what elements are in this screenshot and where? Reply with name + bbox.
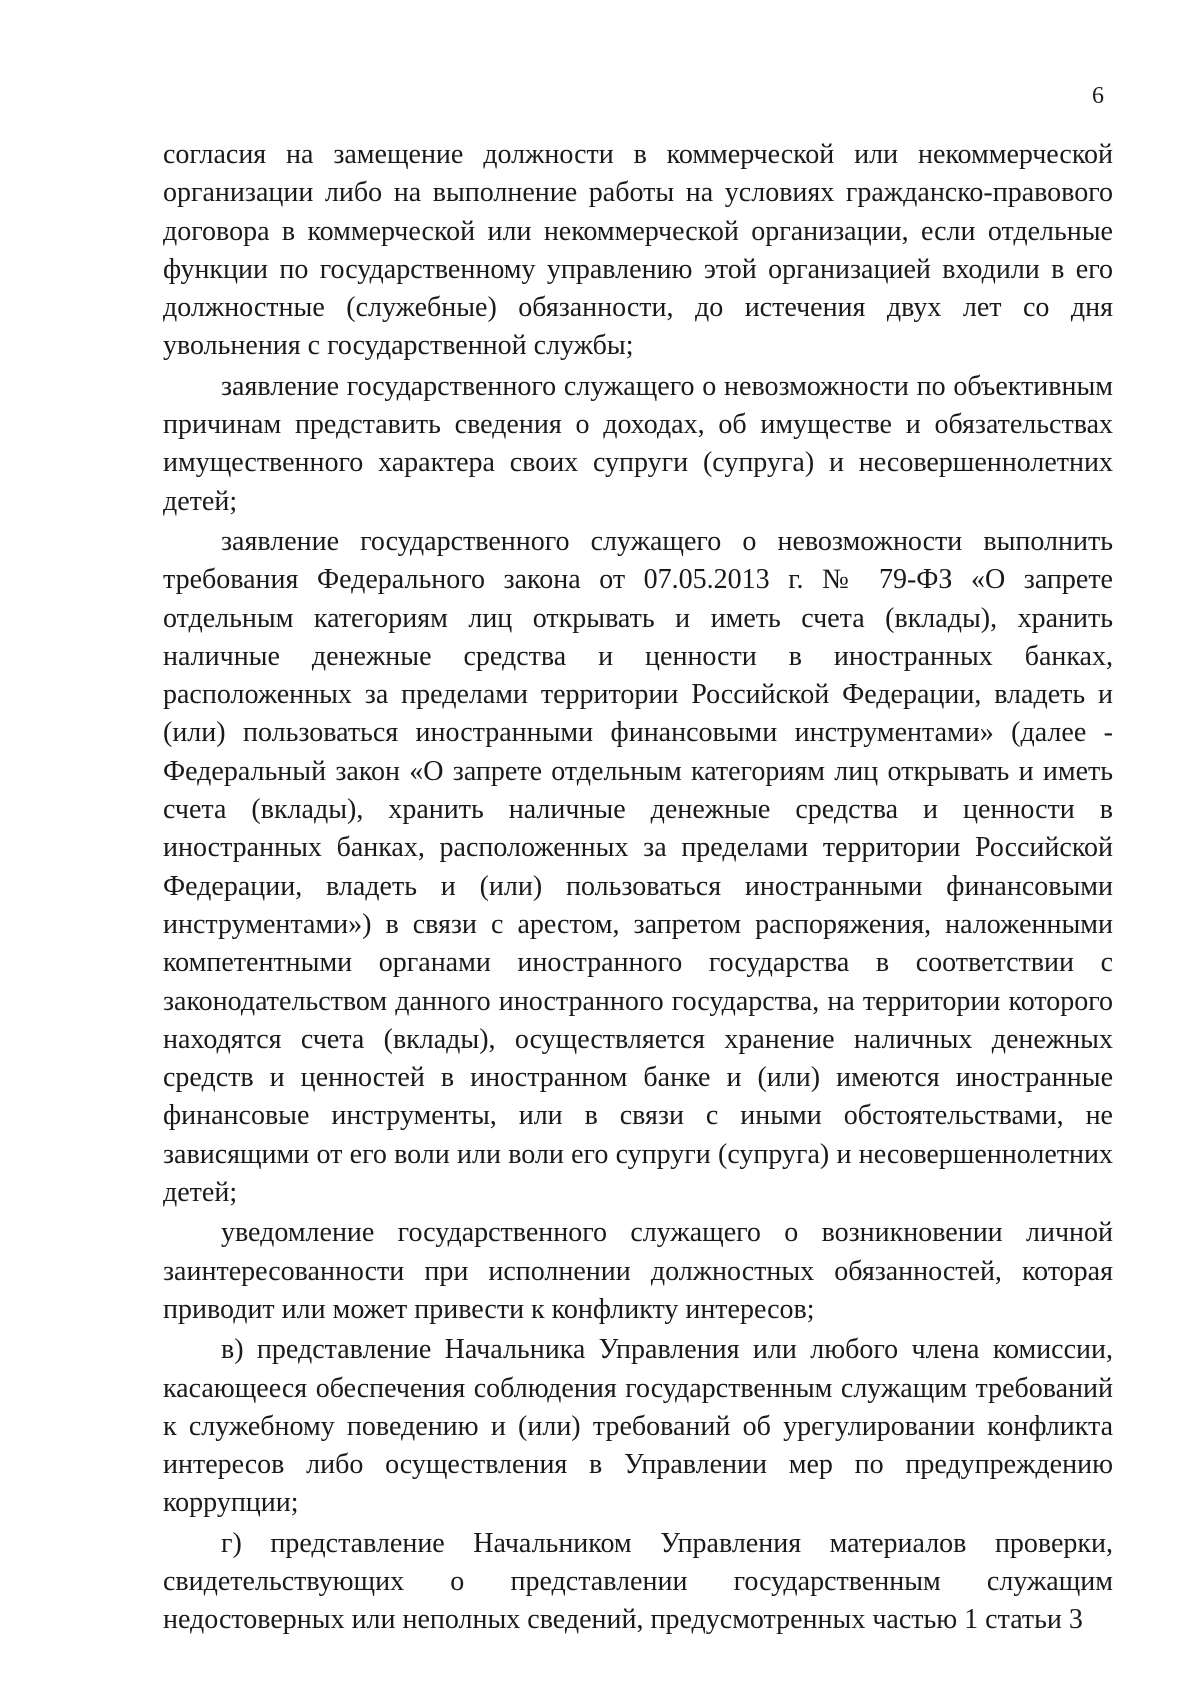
paragraph-statement-income: заявление государственного служащего о невозможности по объективным причинам представить сведения о доходах, об имуществе и обязательствах имущественного характера своих супруги (супруга) и несовершеннолетних детей; — [163, 370, 1113, 517]
page-number: 6 — [1092, 83, 1104, 109]
paragraph-continuation: согласия на замещение должности в коммерческой или некоммерческой организации либо на выполнение работы на условиях гражданско-правового договора в коммерческой или некоммерческой организации, если отдельные функции по государственному управлению этой организацией входили в его должностные (служебные) обязанности, до истечения двух лет со дня увольнения с государственной службы; — [163, 139, 1113, 362]
paragraph-statement-foreign-accounts: заявление государственного служащего о невозможности выполнить требования Федерального закона от 07.05.2013 г. № 79-ФЗ «О запрете отдельным категориям лиц открывать и иметь счета (вклады), хранить наличные денежные средства и ценности в иностранных банках, расположенных за пределами территории Российской Федерации, владеть и (или) пользоваться иностранными финансовыми инструментами» (далее - Федеральный закон «О запрете отдельным категориям лиц открывать и иметь счета (вклады), хранить наличные денежные средства и ценности в иностранных банках, расположенных за пределами территории Российской Федерации, владеть и (или) пользоваться иностранными финансовыми инструментами») в связи с арестом, запретом распоряжения, наложенными компетентными органами иностранного государства в соответствии с законодательством данного иностранного государства, на территории которого находятся счета (вклады), осуществляется хранение наличных денежных средств и ценностей в иностранном банке и (или) имеются иностранные финансовые инструменты, или в связи с иными обстоятельствами, не зависящими от его воли или воли его супруги (супруга) и несовершеннолетних детей; — [163, 525, 1113, 1209]
paragraph-item-g: г) представление Начальником Управления материалов проверки, свидетельствующих о представлении государственным служащим недостоверных или неполных сведений, предусмотренных частью 1 статьи 3 — [163, 1527, 1113, 1636]
document-body — [163, 136, 1113, 1642]
paragraph-notification-interest: уведомление государственного служащего о возникновении личной заинтересованности при исполнении должностных обязанностей, которая приводит или может привести к конфликту интересов; — [163, 1217, 1113, 1325]
paragraph-item-v: в) представление Начальника Управления или любого члена комиссии, касающееся обеспечения соблюдения государственным служащим требований к служебному поведению и (или) требований об урегулировании конфликта интересов либо осуществления в Управлении мер по предупреждению коррупции; — [163, 1334, 1113, 1519]
